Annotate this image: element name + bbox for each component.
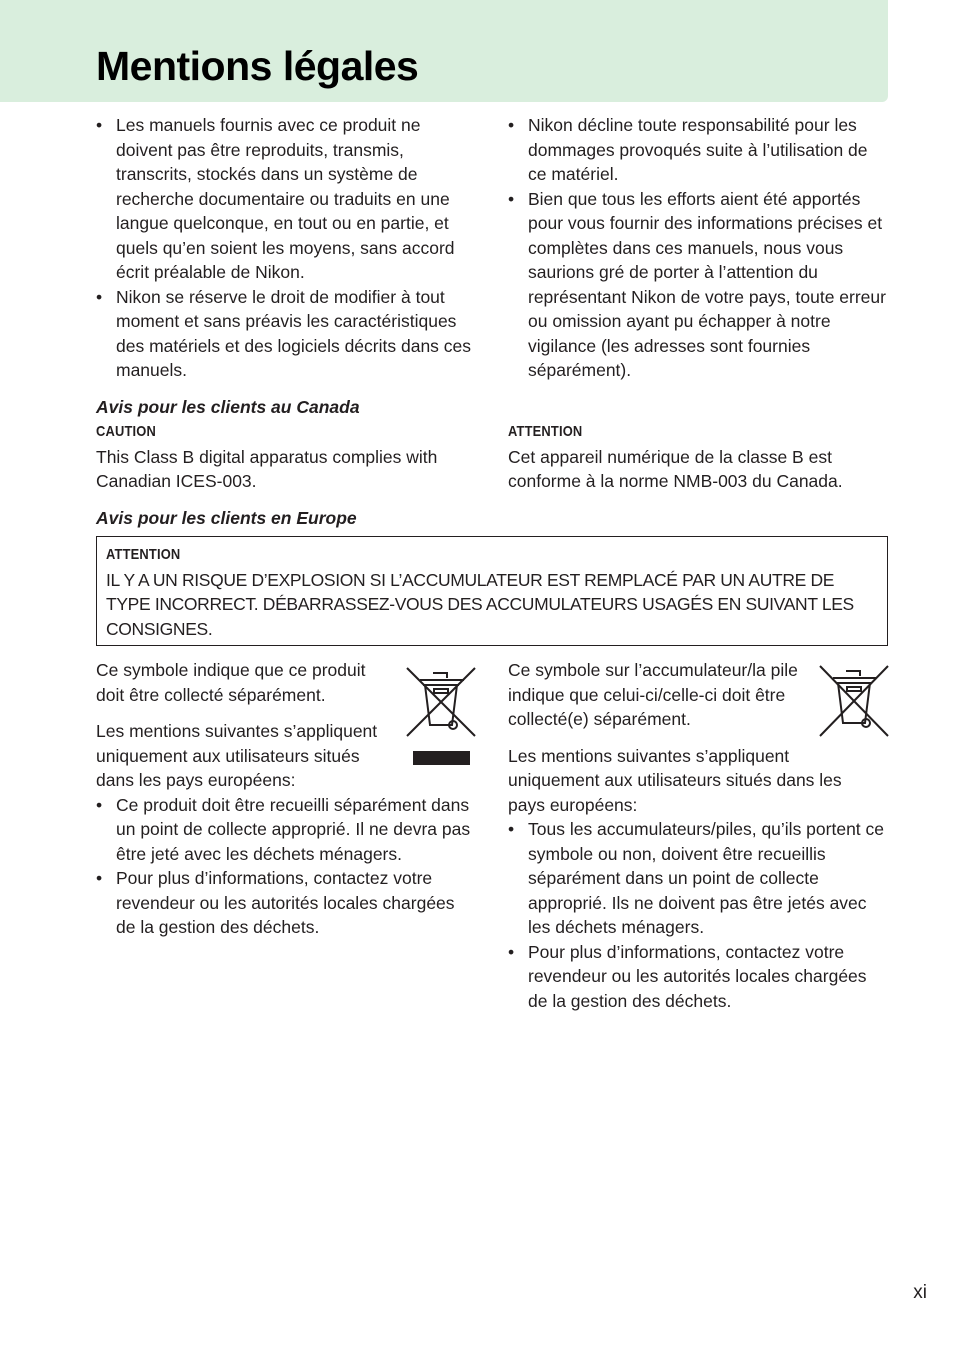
bin-underline-bar (413, 751, 470, 765)
top-right-list (508, 113, 888, 383)
canada-attention (508, 420, 888, 494)
list-item: • Les manuels fournis avec ce produit ne doivent pas être reproduits, transmis, transcrits, stockés dans un système de recherche documentaire ou traduits en une langue quelconque, en tout ou en partie, et quels qu’en soient les moyens, sans accord écrit préalable de Nikon. (96, 113, 476, 285)
symbol-text: Ce symbole sur l’accumulateur/la pile indique que celui-ci/celle-ci doit être collecté(e) séparément. (508, 660, 798, 729)
list-item: • Pour plus d’informations, contactez votre revendeur ou les autorités locales chargées de la gestion des déchets. (508, 940, 888, 1014)
europe-right-list (508, 817, 888, 1013)
list-item: • Ce produit doit être recueilli séparément dans un point de collecte approprié. Il ne devra pas être jeté avec les déchets ménagers. (96, 793, 476, 867)
top-left-column (96, 113, 476, 383)
warning-label: ATTENTION (106, 546, 181, 563)
top-right-column (508, 113, 888, 383)
caution-text: This Class B digital apparatus complies with Canadian ICES-003. (96, 446, 438, 491)
canada-heading: Avis pour les clients au Canada (96, 397, 360, 417)
list-item: • Nikon décline toute responsabilité pour les dommages provoqués suite à l’utilisation de ce matériel. (508, 113, 888, 187)
list-item: • Nikon se réserve le droit de modifier à tout moment et sans préavis les caractéristiques des matériels et des logiciels décrits dans ces manuels. (96, 285, 476, 383)
symbol-text: Ce symbole indique que ce produit doit être collecté séparément. (96, 660, 366, 705)
list-item: • Tous les accumulateurs/piles, qu’ils portent ce symbole ou non, doivent être recueillis séparément dans un point de collecte approprié. Ils ne doivent pas être jetés avec les déchets ménagers. (508, 817, 888, 940)
title-band (0, 0, 888, 102)
intro-text: Les mentions suivantes s’appliquent uniquement aux utilisateurs situés dans les pays européens: (96, 721, 378, 790)
top-left-list (96, 113, 476, 383)
warning-box (96, 536, 888, 646)
crossed-out-wheelie-bin-icon (819, 665, 889, 737)
warning-text: IL Y A UN RISQUE D’EXPLOSION SI L’ACCUMULATEUR EST REMPLACÉ PAR UN AUTRE DE TYPE INCORRECT. DÉBARRASSEZ-VOUS DES ACCUMULATEURS USAGÉS EN SUIVANT LES CONSIGNES. (106, 569, 854, 639)
caution-label: CAUTION (96, 423, 156, 440)
intro-text: Les mentions suivantes s’appliquent uniquement aux utilisateurs situés dans les pays européens: (508, 745, 842, 815)
europe-heading: Avis pour les clients en Europe (96, 508, 357, 528)
europe-left-list (96, 793, 476, 940)
attention-text: Cet appareil numérique de la classe B est conforme à la norme NMB-003 du Canada. (508, 446, 843, 491)
crossed-out-wheelie-bin-icon (406, 667, 476, 737)
list-item: • Pour plus d’informations, contactez votre revendeur ou les autorités locales chargées de la gestion des déchets. (96, 866, 476, 940)
page-number: xi (913, 1282, 927, 1303)
page-title: Mentions légales (96, 43, 419, 89)
attention-label: ATTENTION (508, 423, 583, 440)
list-item: • Bien que tous les efforts aient été apportés pour vous fournir des informations précises et complètes dans ces manuels, nous vous saurions gré de porter à l’attention du représentant Nikon de votre pays, toute erreur ou omission ayant pu échapper à notre vigilance (les adresses sont fournies séparément). (508, 187, 888, 383)
canada-caution (96, 420, 476, 494)
